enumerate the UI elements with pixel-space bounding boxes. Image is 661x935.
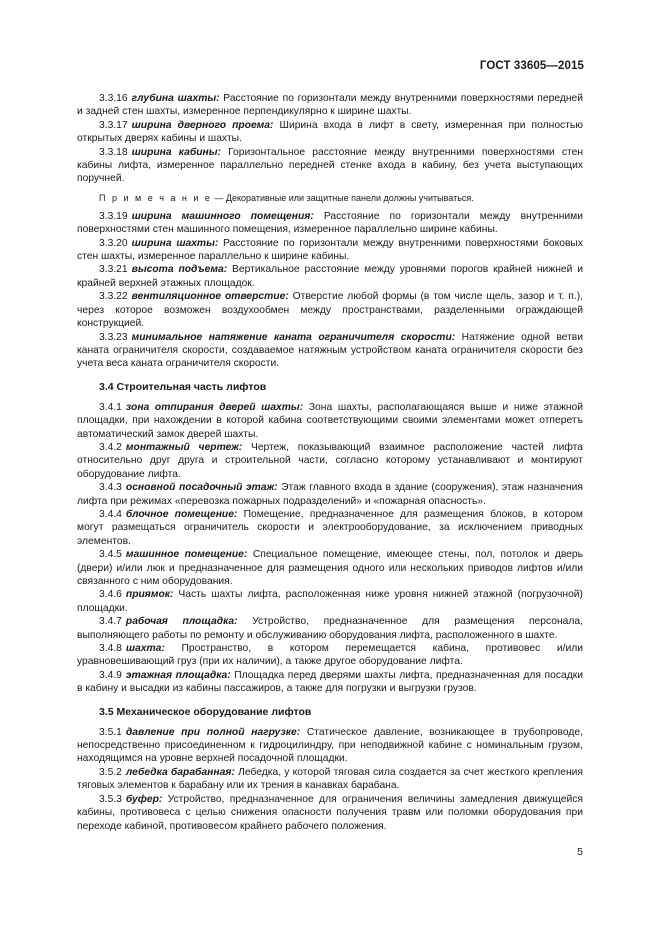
- defined-term: буфер:: [125, 793, 163, 805]
- definition-paragraph: [77, 146, 583, 186]
- defined-term: ширина шахты:: [131, 237, 219, 249]
- note-label: П р и м е ч а н и е: [99, 192, 212, 203]
- defined-term: этажная площадка:: [125, 669, 231, 681]
- definition-text: Устройство, предназначенное для ограничения величины замедления движущейся кабины, противовеса с целью снижения опасности получения травм или поломки оборудования при переходе кабиной, противовесом крайнего рабочего положения.: [77, 793, 583, 832]
- definition-paragraph: [77, 481, 583, 508]
- clause-number: 3.5.2: [99, 766, 122, 778]
- clause-number: 3.3.18: [99, 146, 128, 158]
- clause-number: 3.4.5: [99, 549, 122, 561]
- definition-text: Расстояние по горизонтали между внутренними поверхностями передней и задней стен шахты, измеренное перпендикулярно к ширине шахты.: [77, 93, 584, 118]
- definition-paragraph: [77, 331, 583, 371]
- definition-paragraph: [77, 237, 583, 264]
- definition-text: Расстояние по горизонтали между внутренними поверхностями стен машинного помещения, измеренное параллельно ширине кабины.: [77, 210, 583, 236]
- definition-text: Специальное помещение, имеющее стены, пол, потолок и дверь (двери) и/или люк и предназначенное для размещения одного или нескольких приводов лифтов и/или связанного с ним оборудования.: [77, 549, 583, 587]
- document-code-header: ГОСТ 33605—2015: [479, 60, 584, 72]
- note-text: — Декоративные или защитные панели должны учитываться.: [211, 192, 474, 203]
- definition-text: Лебедка, у которой тяговая сила создается за счет жесткого крепления тяговых элементов к барабану или их трения в канавках барабана.: [77, 766, 584, 792]
- clause-number: 3.4.1: [99, 401, 122, 413]
- definition-text: Чертеж, показывающий взаимное расположение частей лифта относительно друг друга и строительной части, согласно которому устанавливают и монтируют оборудование лифта.: [77, 441, 583, 480]
- page-number: 5: [577, 846, 583, 858]
- definition-paragraph: [77, 119, 583, 146]
- document-body: [77, 92, 583, 833]
- definition-text: Часть шахты лифта, расположенная ниже уровня нижней этажной (погрузочной) площадки.: [77, 589, 583, 614]
- definition-text: Расстояние по горизонтали между внутренними поверхностями боковых стен шахты, измеренное параллельно к ширине кабины.: [77, 237, 583, 263]
- defined-term: машинное помещение:: [125, 549, 248, 561]
- definition-paragraph: [77, 548, 583, 588]
- defined-term: ширина кабины:: [131, 146, 221, 158]
- defined-term: монтажный чертеж:: [125, 441, 243, 453]
- clause-number: 3.3.20: [99, 237, 128, 249]
- clause-number: 3.5.3: [99, 793, 122, 805]
- clause-number: 3.4.4: [99, 508, 122, 520]
- section-heading: 3.4 Строительная часть лифтов: [99, 380, 267, 393]
- definition-text: Помещение, предназначенное для размещения блоков, в котором могут размещаться ограничитель скорости и электрооборудование, за исключением приводных элементов.: [77, 508, 583, 547]
- definition-text: Зона шахты, располагающаяся выше и ниже этажной площадки, при нахождении в которой кабина соответствующими своими элементами может отперетъ автоматический замок дверей шахты.: [77, 401, 584, 440]
- defined-term: вентиляционное отверстие:: [131, 291, 289, 303]
- defined-term: высота подъема:: [131, 264, 228, 276]
- clause-number: 3.3.17: [99, 119, 128, 131]
- definition-paragraph: [77, 441, 583, 481]
- definition-paragraph: [77, 210, 583, 237]
- definition-text: Этаж главного входа в здание (сооружения), этаж назначения лифта при режимах «перевозка пожарных подразделений» и «пожарная опасность».: [77, 482, 583, 507]
- definition-paragraph: [77, 290, 583, 330]
- clause-number: 3.3.22: [99, 291, 128, 303]
- clause-number: 3.4.8: [99, 643, 122, 655]
- definition-text: Отверстие любой формы (в том числе щель, зазор и т. п.), через которое возможен воздухообмен между пространствами, разделенными ограждающей конструкцией.: [77, 291, 583, 330]
- definition-paragraph: [77, 92, 583, 119]
- clause-number: 3.4.9: [99, 669, 122, 681]
- defined-term: глубина шахты:: [131, 93, 220, 104]
- defined-term: приямок:: [125, 589, 174, 601]
- definition-paragraph: [77, 508, 583, 548]
- definition-paragraph: [77, 766, 583, 793]
- defined-term: рабочая площадка:: [125, 616, 238, 628]
- clause-number: 3.3.19: [99, 210, 128, 222]
- definition-text: Устройство, предназначенное для размещения персонала, выполняющего работы по ремонту и обслуживанию оборудования лифта, расположенного в шахте.: [77, 616, 583, 641]
- definition-paragraph: [77, 726, 583, 766]
- defined-term: основной посадочный этаж:: [125, 482, 278, 494]
- defined-term: давление при полной нагрузке:: [125, 726, 301, 738]
- defined-term: лебедка барабанная:: [125, 766, 235, 778]
- definition-text: Площадка перед дверями шахты лифта, предназначенная для посадки в кабину и высадки из кабины пассажиров, а также для погрузки и выгрузки грузов.: [77, 669, 583, 695]
- clause-number: 3.4.7: [99, 616, 122, 628]
- clause-number: 3.3.16: [99, 93, 128, 104]
- clause-number: 3.3.23: [99, 331, 128, 343]
- definition-paragraph: [77, 588, 583, 615]
- clause-number: 3.4.6: [99, 589, 122, 601]
- definition-text: Горизонтальное расстояние между внутренними поверхностями стен кабины лифта, измеренное параллельно передней стенке входа в кабину, без учета выступающих поручней.: [77, 146, 583, 185]
- definition-text: Пространство, в котором перемещается кабина, противовес и/или уравновешивающий груз (при их наличии), а также другое оборудование лифта.: [77, 643, 583, 668]
- clause-number: 3.4.3: [99, 482, 122, 494]
- defined-term: блочное помещение:: [125, 508, 238, 520]
- definition-paragraph: [77, 401, 583, 441]
- definition-text: Вертикальное расстояние между уровнями порогов крайней нижней и крайней верхней этажных площадок.: [77, 264, 584, 289]
- definition-text: Ширина входа в лифт в свету, измеренная при полностью открытых дверях кабины и шахты.: [77, 119, 583, 145]
- defined-term: шахта:: [125, 643, 165, 655]
- definition-paragraph: [77, 793, 583, 833]
- definition-paragraph: [77, 263, 583, 290]
- clause-number: 3.5.1: [99, 726, 122, 738]
- note-paragraph: [77, 192, 583, 204]
- defined-term: ширина дверного проема:: [131, 119, 274, 131]
- defined-term: ширина машинного помещения:: [131, 210, 314, 222]
- definition-paragraph: [77, 669, 583, 696]
- definition-text: Статическое давление, возникающее в трубопроводе, непосредственно присоединенном к гидроцилиндру, при неподвижной кабине с номинальным грузом, находящимся на уровне верхней посадочной площадки.: [77, 726, 583, 765]
- clause-number: 3.4.2: [99, 441, 122, 453]
- definition-paragraph: [77, 642, 583, 669]
- definition-text: Натяжение одной ветви каната ограничителя скорости, создаваемое натяжным устройством каната ограничителя скорости без учета веса каната ограничителя скорости.: [77, 331, 583, 370]
- definition-paragraph: [77, 615, 583, 642]
- clause-number: 3.3.21: [99, 264, 128, 276]
- defined-term: зона отпирания дверей шахты:: [125, 401, 304, 413]
- defined-term: минимальное натяжение каната ограничителя скорости:: [131, 331, 456, 343]
- section-heading: 3.5 Механическое оборудование лифтов: [99, 705, 312, 718]
